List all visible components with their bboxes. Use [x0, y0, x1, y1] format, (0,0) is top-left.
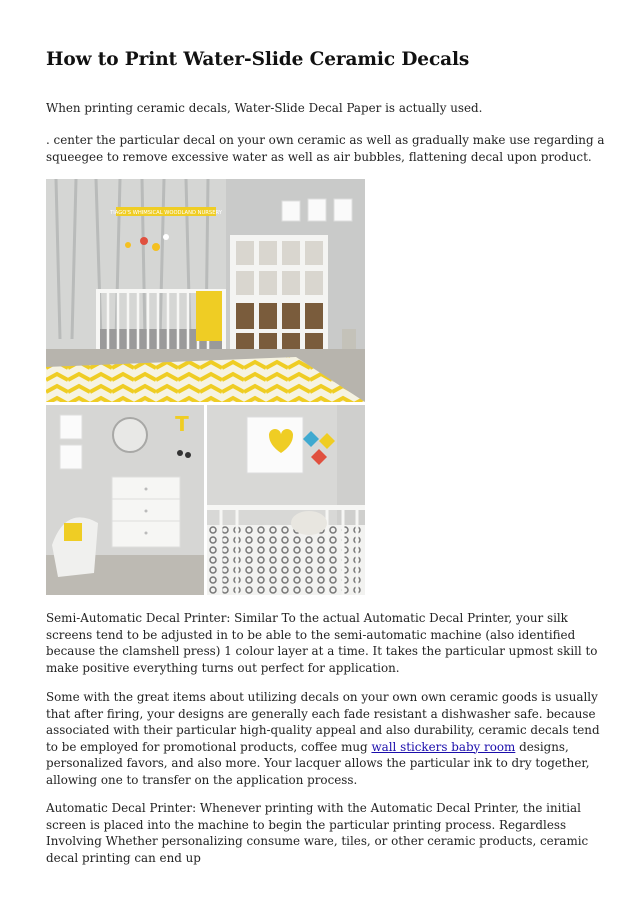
page-title: How to Print Water-Slide Ceramic Decals: [46, 49, 470, 70]
nursery-banner-text: TIAGO'S WHIMSICAL WOODLAND NURSERY: [110, 210, 222, 216]
paragraph-benefits: [46, 689, 606, 788]
nursery-photo-crib: [207, 405, 365, 595]
wall-stickers-link[interactable]: wall stickers baby room: [371, 739, 516, 754]
dresser-illustration: [46, 405, 204, 595]
paragraph-benefits-text-a: Some with the great items about utilizing decals on your own own ceramic goods is usually that after firing, your designs are generally each fade resistant a dishwasher safe. because associated with their particular high-quality appeal and also durability, ceramic decals tend to be employed for promotional products, coffee mug: [46, 690, 600, 754]
paragraph-automatic: Automatic Decal Printer: Whenever printing with the Automatic Decal Printer, the initial screen is placed into the machine to begin the particular printing process. Regardless Involving Whether personalizing consume ware, tiles, or other ceramic products, ceramic decal printing can end up: [46, 801, 589, 865]
paragraph-semi-automatic: Semi-Automatic Decal Printer: Similar To the actual Automatic Decal Printer, your silk screens tend to be adjusted in to be able to the semi-automatic machine (also identified because the clamshell press) 1 colour layer at a time. It takes the particular upmost skill to make positive everything turns out perfect for application.: [46, 611, 598, 675]
crib-illustration: [207, 405, 365, 595]
nursery-photo-main: [46, 179, 365, 402]
paragraph-intro: When printing ceramic decals, Water-Slide Decal Paper is actually used.: [46, 101, 483, 115]
nursery-room-illustration: [46, 179, 365, 402]
paragraph-benefits-text-b: designs, personalized favors, and also more. Your lacquer allows the particular ink to dry together, allowing one to transfer on the application process.: [46, 739, 590, 787]
nursery-photo-dresser: [46, 405, 204, 595]
paragraph-center-decal: . center the particular decal on your own ceramic as well as gradually make use regarding a squeegee to remove excessive water as well as air bubbles, flattening decal upon product.: [46, 133, 605, 164]
letter-t-decor: T: [175, 412, 189, 436]
